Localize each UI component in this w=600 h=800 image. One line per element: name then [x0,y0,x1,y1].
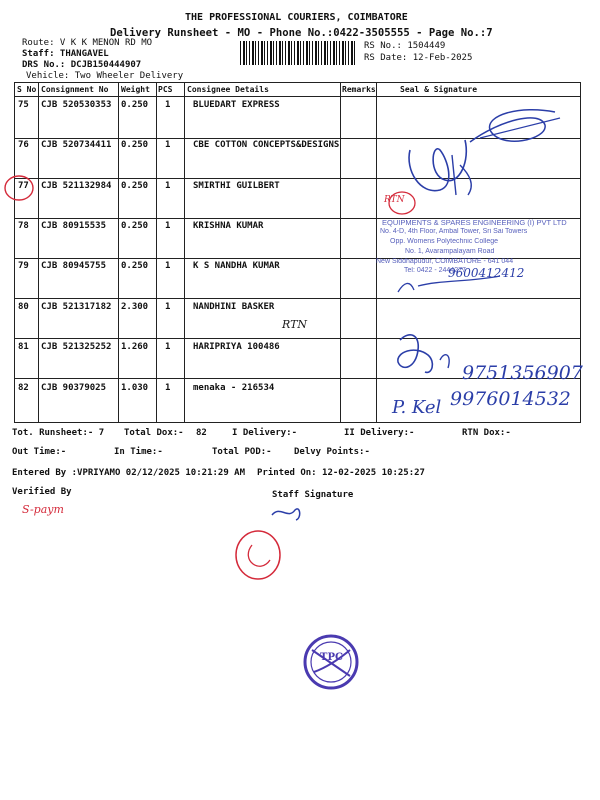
row-pcs: 1 [165,181,171,191]
tot-runsheet: Tot. Runsheet:- 7 [12,428,105,438]
row-consignment: CJB 80945755 [41,261,107,271]
handwritten-initials: P. Kel [392,397,442,418]
stamp-company: EQUIPMENTS & SPARES ENGINEERING (I) PVT LTD [382,218,567,227]
row-weight: 0.250 [121,261,149,271]
verified-by: Verified By [12,487,72,497]
entered-by: Entered By :VPRIYAMO 02/12/2025 10:21:29 AM [12,468,245,478]
row-consignment: CJB 80915535 [41,221,107,231]
row-consignee: menaka - 216534 [193,383,275,393]
stamp-rtn-mark: RTN [384,195,405,205]
in-time: In Time:- [114,447,163,457]
row-consignment: CJB 520530353 [41,100,112,110]
row-consignee: NANDHINI BASKER [193,302,275,312]
col-seal-signature: Seal & Signature [400,85,478,94]
row-sno: 80 [18,302,29,312]
rtn-note: RTN [282,318,308,331]
ii-delivery: II Delivery:- [344,428,415,438]
verified-signature: S-paym [22,503,64,516]
stamp-line: New Siddhapudur, COIMBATORE - 641 044 [376,258,514,265]
seal-text: TPC [320,652,343,663]
row-pcs: 1 [165,221,171,231]
row-consignment: CJB 520734411 [41,140,112,150]
row-consignment: CJB 521132984 [41,181,112,191]
row-79-handwritten-number: 9600412412 [448,266,525,280]
row-pcs: 1 [165,140,171,150]
stamp-line: Opp. Womens Polytechnic College [390,238,499,245]
company-title: THE PROFESSIONAL COURIERS, COIMBATORE [185,12,408,23]
col-remarks: Remarks [342,85,376,94]
row-weight: 1.260 [121,342,149,352]
row-consignee: SMIRTHI GUILBERT [193,181,280,191]
delvy-points: Delvy Points:- [294,447,370,457]
staff-signature: Staff Signature [272,490,354,500]
rs-number: RS No.: 1504449 [364,41,446,51]
stamp-line: No. 4-D, 4th Floor, Ambal Tower, Sri Sai Towers [380,228,528,235]
rtn-dox: RTN Dox:- [462,428,511,438]
row-sno: 77 [18,181,29,191]
total-pod: Total POD:- [212,447,272,457]
col-weight: Weight [121,85,150,94]
col-sno: S No [17,85,37,94]
row-consignee: KRISHNA KUMAR [193,221,264,231]
rs-date: RS Date: 12-Feb-2025 [364,53,473,63]
row-weight: 0.250 [121,181,149,191]
row-sno: 82 [18,383,29,393]
drs-label: DRS No.: DCJB150444907 [22,60,142,70]
row-weight: 0.250 [121,221,149,231]
out-time: Out Time:- [12,447,67,457]
stamp-line: Tel: 0422 - 2444277 [404,267,466,274]
row-weight: 2.300 [121,302,149,312]
handwritten-phone-2: 9976014532 [450,388,571,410]
total-dox-label: Total Dox:- [124,428,184,438]
row-consignee: BLUEDART EXPRESS [193,100,280,110]
row-sno: 81 [18,342,29,352]
row-pcs: 1 [165,261,171,271]
col-consignee: Consignee Details [187,85,269,94]
route-label: Route: V K K MENON RD MO [22,38,153,48]
row-sno: 75 [18,100,29,110]
row-pcs: 1 [165,100,171,110]
row-pcs: 1 [165,302,171,312]
row-weight: 1.030 [121,383,149,393]
row-consignment: CJB 90379025 [41,383,107,393]
row-weight: 0.250 [121,140,149,150]
printed-on: Printed On: 12-02-2025 10:25:27 [257,468,425,478]
col-consignment: Consignment No [41,85,109,94]
i-delivery: I Delivery:- [232,428,298,438]
row-weight: 0.250 [121,100,149,110]
handwritten-phone-1: 9751356907 [462,362,583,384]
row-consignment: CJB 521317182 [41,302,112,312]
total-dox-value: 82 [196,428,207,438]
staff-label: Staff: THANGAVEL [22,49,109,59]
row-pcs: 1 [165,342,171,352]
row-sno: 76 [18,140,29,150]
row-sno: 79 [18,261,29,271]
row-consignee: K S NANDHA KUMAR [193,261,280,271]
runsheet-subtitle: Delivery Runsheet - MO - Phone No.:0422-3505555 - Page No.:7 [110,27,493,39]
vehicle-label: Vehicle: Two Wheeler Delivery [26,71,184,81]
row-consignee: CBE COTTON CONCEPTS&DESIGNS [193,140,340,150]
row-consignee: HARIPRIYA 100486 [193,342,280,352]
row-sno: 78 [18,221,29,231]
stamp-line: No. 1, Avarampalayam Road [405,248,495,255]
row-pcs: 1 [165,383,171,393]
col-pcs: PCS [158,85,173,94]
row-consignment: CJB 521325252 [41,342,112,352]
